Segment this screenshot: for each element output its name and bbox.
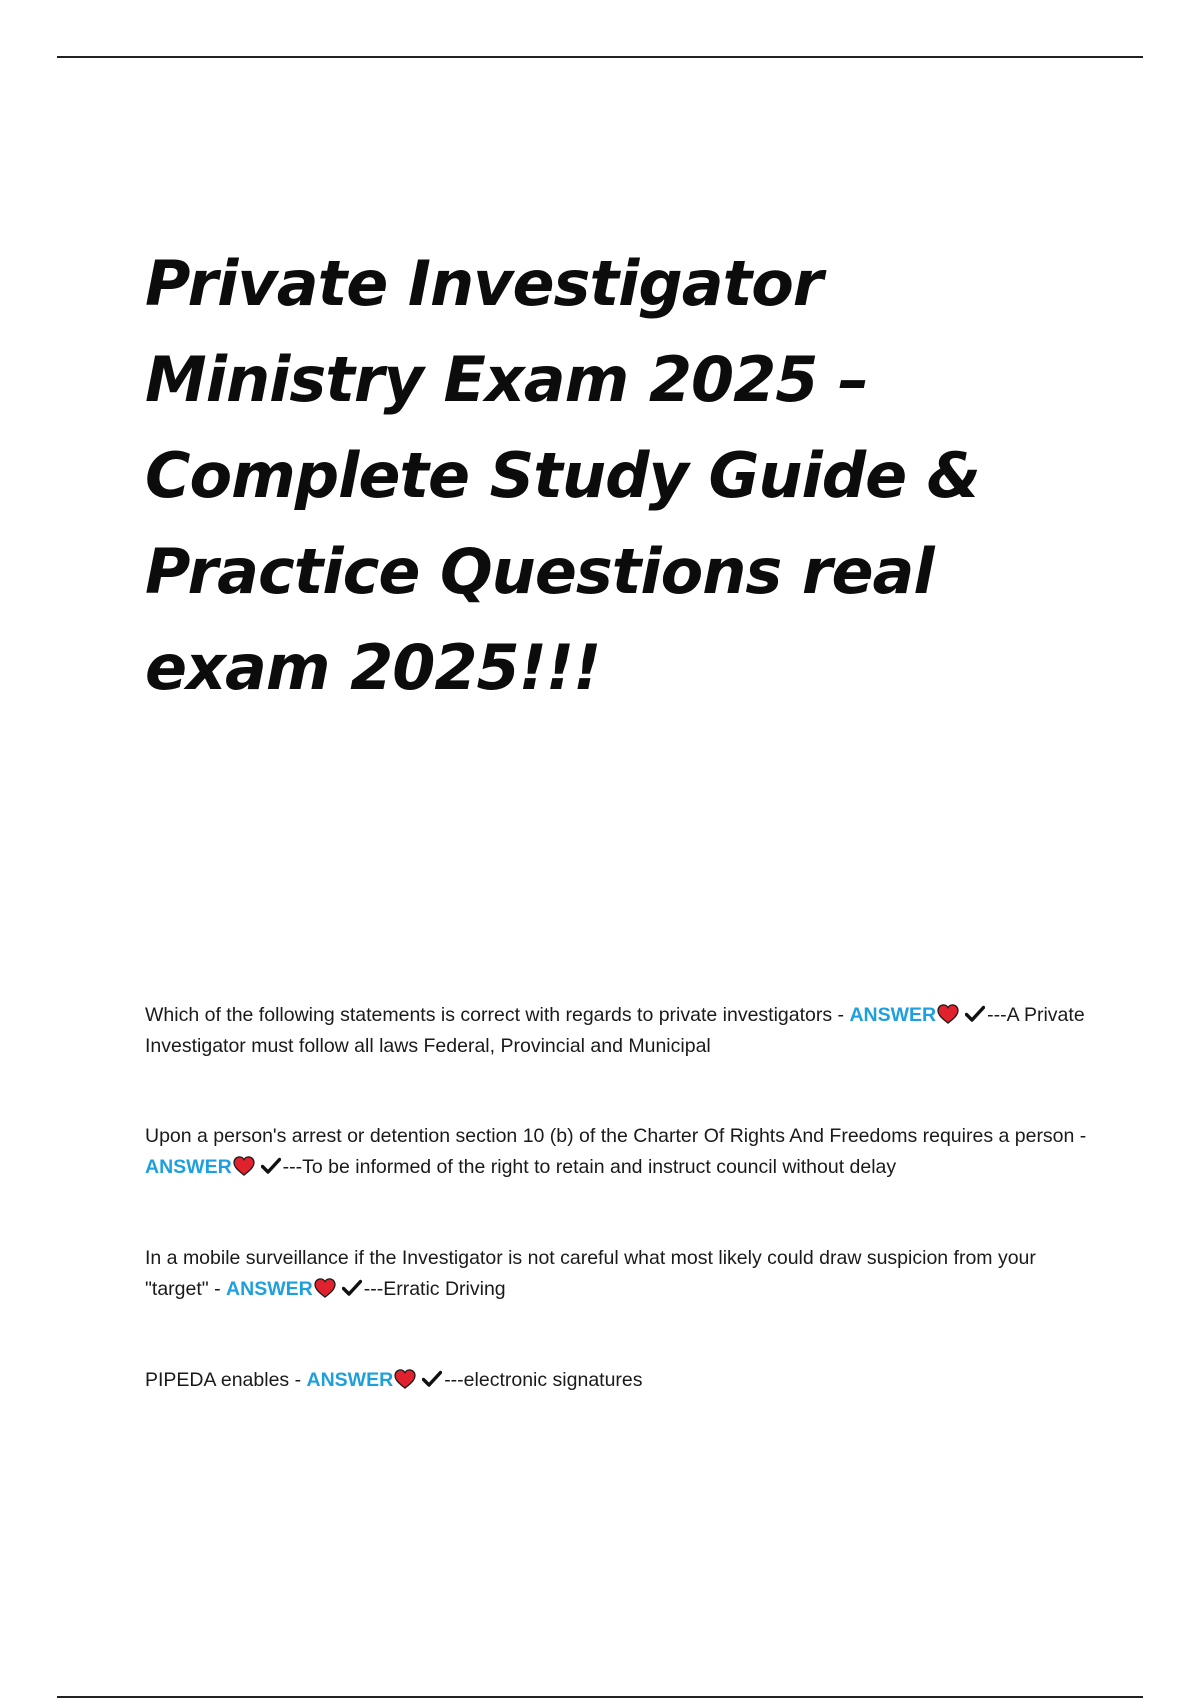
- check-icon: [422, 1370, 442, 1388]
- question-item: [145, 1000, 1095, 1062]
- check-icon: [261, 1157, 281, 1175]
- answer-label: ANSWER: [226, 1278, 313, 1300]
- answer-text: ---A Private Investigator must follow all laws Federal, Provincial and Municipal: [145, 1004, 1085, 1057]
- check-icon: [965, 1005, 985, 1023]
- heart-icon: [394, 1369, 416, 1389]
- top-divider: [57, 56, 1143, 58]
- question-item: [145, 1243, 1095, 1305]
- question-text: In a mobile surveillance if the Investigator is not careful what most likely could draw suspicion from your "target" -: [145, 1247, 1036, 1300]
- answer-text: ---Erratic Driving: [363, 1278, 506, 1300]
- answer-text: ---electronic signatures: [444, 1369, 643, 1391]
- document-title: Private Investigator Ministry Exam 2025 – Complete Study Guide & Practice Questions real exam 2025!!!: [145, 247, 980, 704]
- question-list: [145, 1000, 1095, 1396]
- answer-label: ANSWER: [849, 1004, 937, 1026]
- heart-icon: [937, 1004, 959, 1024]
- answer-text: ---To be informed of the right to retain and instruct council without delay: [282, 1156, 897, 1178]
- question-text: Upon a person's arrest or detention section 10 (b) of the Charter Of Rights And Freedoms requires a person -: [145, 1125, 1087, 1147]
- heart-icon: [233, 1156, 255, 1176]
- heart-icon: [314, 1278, 336, 1298]
- question-text: Which of the following statements is correct with regards to private investigators -: [145, 1004, 850, 1026]
- check-icon: [342, 1279, 362, 1297]
- question-text: PIPEDA enables -: [145, 1369, 307, 1391]
- answer-label: ANSWER: [145, 1156, 232, 1178]
- bottom-divider: [57, 1696, 1143, 1698]
- question-item: [145, 1365, 1095, 1396]
- answer-label: ANSWER: [306, 1369, 394, 1391]
- question-item: [145, 1121, 1095, 1183]
